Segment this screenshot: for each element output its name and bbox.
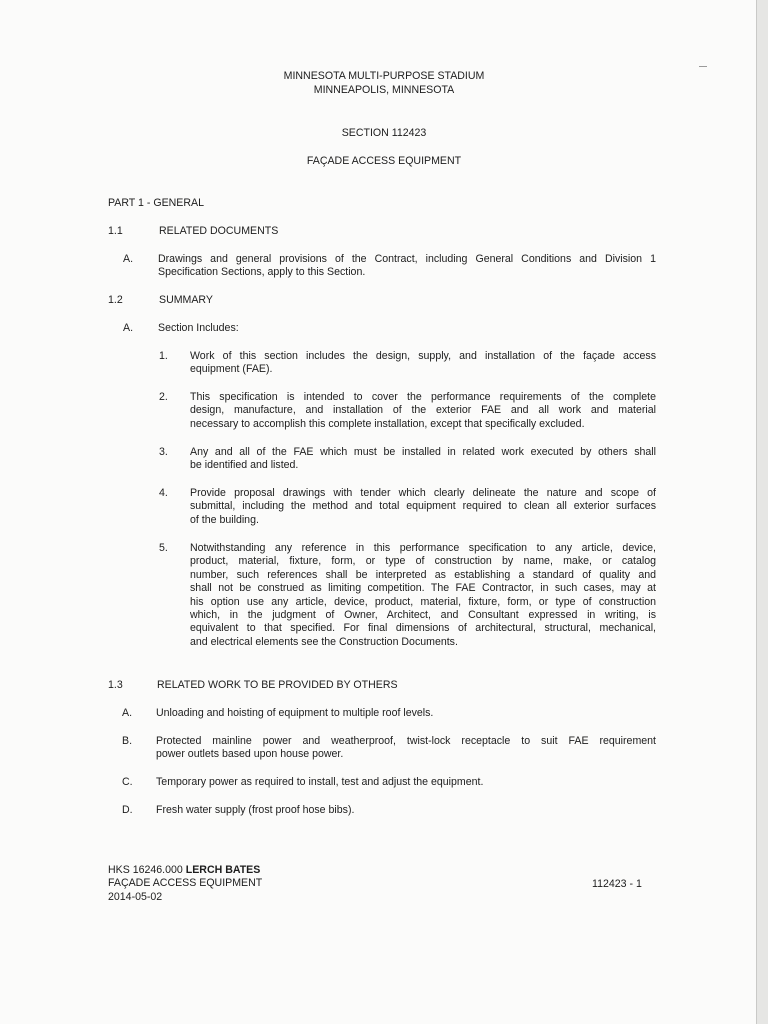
article-title: RELATED DOCUMENTS: [159, 225, 279, 237]
article-title: SUMMARY: [159, 294, 213, 306]
article-number: 1.1: [108, 225, 123, 237]
text-line: equipment (FAE).: [190, 363, 273, 376]
text-line: number, such references shall be interpreted as establishing a standard of quality and: [190, 568, 656, 581]
item-text: [156, 776, 656, 789]
page-edge: [757, 0, 768, 1024]
item-text: [190, 391, 656, 431]
text-line: equivalent to that specified. For final dimensions of architectural, structural, mechanical,: [190, 622, 656, 635]
text-line: be identified and listed.: [190, 459, 299, 472]
job-number: HKS 16246.000: [108, 864, 183, 876]
paragraph-letter: A.: [123, 322, 134, 334]
text-line: submittal, including the method and total equipment required to clean all exterior surfaces: [190, 500, 656, 513]
text-line: Protected mainline power and weatherproof, twist-lock receptacle to suit FAE requirement: [156, 735, 656, 747]
text-line: which, in the judgment of Owner, Architect, and Consultant expressed in writing, is: [190, 609, 656, 622]
item-text: [156, 735, 656, 762]
text-line: his option use any article, device, product, material, fixture, form, or type of construction: [190, 595, 656, 608]
footer-block: [108, 864, 262, 904]
text-line: Provide proposal drawings with tender which clearly delineate the nature and scope of: [190, 487, 656, 499]
article-title: RELATED WORK TO BE PROVIDED BY OTHERS: [157, 679, 398, 691]
text-line: Specification Sections, apply to this Section.: [158, 266, 366, 279]
text-line: Work of this section includes the design, supply, and installation of the façade access: [190, 350, 656, 362]
item-text: [156, 804, 656, 817]
scan-mark: [699, 66, 707, 67]
page-number: 112423 - 1: [592, 878, 642, 890]
article-number: 1.2: [108, 294, 123, 306]
item-text: [190, 542, 656, 649]
item-number: 1.: [159, 350, 168, 362]
text-line: shall not be construed as limiting competition. The FAE Contractor, in such cases, may at: [190, 582, 656, 595]
project-location: MINNEAPOLIS, MINNESOTA: [313, 84, 455, 96]
text-line: This specification is intended to cover the performance requirements of the complete: [190, 391, 656, 403]
item-number: 5.: [159, 542, 168, 554]
item-letter: D.: [122, 804, 133, 816]
item-letter: C.: [122, 776, 133, 788]
item-text: [190, 350, 656, 377]
text-line: Unloading and hoisting of equipment to multiple roof levels.: [156, 707, 434, 719]
text-line: Temporary power as required to install, test and adjust the equipment.: [156, 776, 484, 788]
item-text: [190, 487, 656, 527]
firm-name: LERCH BATES: [185, 864, 261, 876]
item-text: [190, 446, 656, 473]
article-number: 1.3: [108, 679, 123, 691]
part-heading: PART 1 - GENERAL: [108, 197, 204, 209]
text-line: of the building.: [190, 513, 259, 526]
section-title: FAÇADE ACCESS EQUIPMENT: [306, 155, 462, 167]
item-letter: B.: [122, 735, 133, 747]
paragraph-text: [158, 253, 656, 280]
project-name: MINNESOTA MULTI-PURPOSE STADIUM: [283, 70, 485, 82]
paragraph-letter: A.: [123, 253, 134, 265]
text-line: Notwithstanding any reference in this performance specification to any article, device,: [190, 542, 656, 554]
item-number: 4.: [159, 487, 168, 499]
footer-date: 2014-05-02: [108, 890, 163, 903]
section-number: SECTION 112423: [341, 127, 427, 139]
text-line: and electrical elements see the Construction Documents.: [190, 635, 458, 648]
item-number: 3.: [159, 446, 168, 458]
item-number: 2.: [159, 391, 168, 403]
footer-section-title: FAÇADE ACCESS EQUIPMENT: [108, 877, 263, 890]
item-letter: A.: [122, 707, 133, 719]
text-line: design, manufacture, and installation of the exterior FAE and all work and material: [190, 404, 656, 417]
text-line: necessary to accomplish this complete installation, except that specifically excluded.: [190, 417, 585, 430]
text-line: Drawings and general provisions of the Contract, including General Conditions and Division 1: [158, 253, 656, 265]
item-text: [156, 707, 656, 720]
paragraph-text: Section Includes:: [158, 322, 239, 334]
text-line: product, material, fixture, form, or type of construction by name, make, or catalog: [190, 555, 656, 568]
text-line: power outlets based upon house power.: [156, 748, 344, 761]
footer-line-1: [108, 864, 262, 877]
text-line: Any and all of the FAE which must be installed in related work executed by others shall: [190, 446, 656, 458]
text-line: Fresh water supply (frost proof hose bibs).: [156, 804, 355, 816]
